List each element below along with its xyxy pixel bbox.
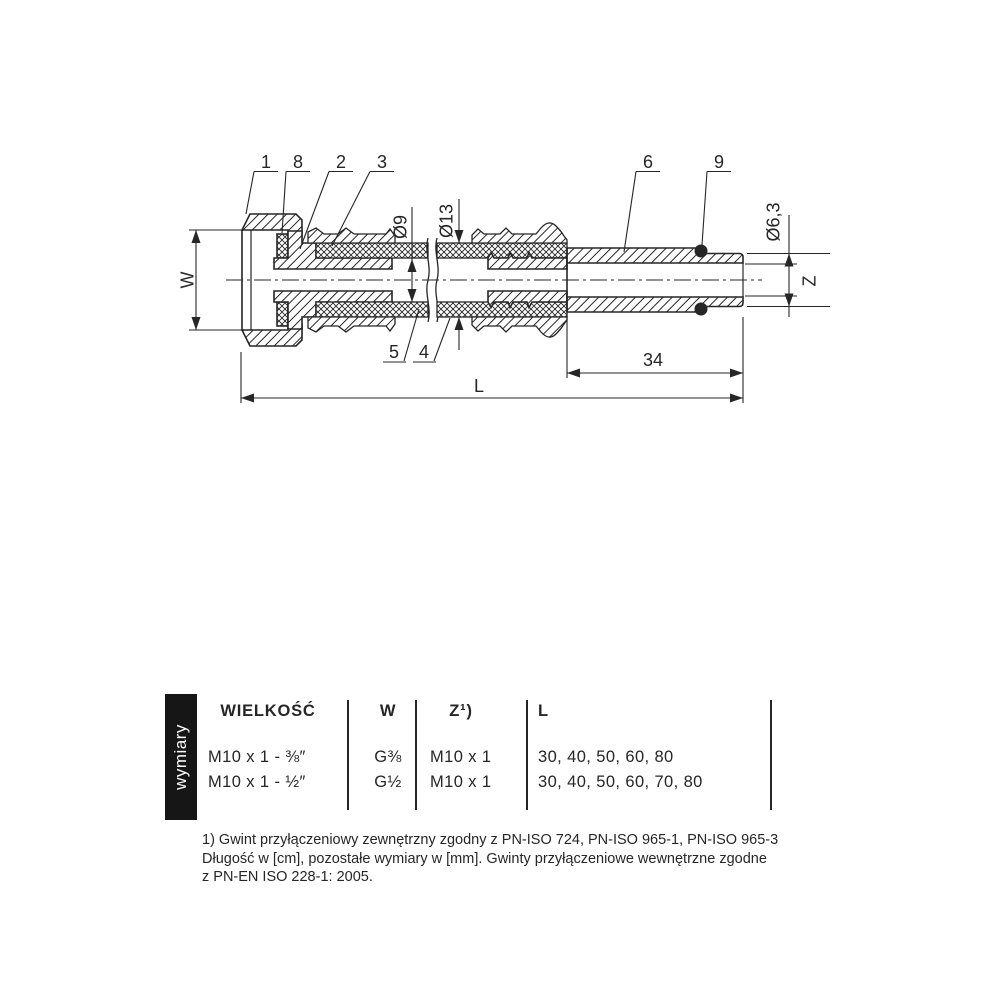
gasket-bottom xyxy=(277,302,288,326)
table-row1-size: M10 x 1 - ⅜″ xyxy=(208,748,306,766)
table-row1-w: G⅜ xyxy=(374,748,402,766)
callout-6: 6 xyxy=(642,152,654,172)
footnote-line-3: z PN-EN ISO 228-1: 2005. xyxy=(202,869,373,885)
table-row1-l: 30, 40, 50, 60, 80 xyxy=(538,748,674,766)
callout-4: 4 xyxy=(418,342,430,362)
dim-label-dia9: Ø9 xyxy=(390,214,411,240)
footnote-line-2: Długość w [cm], pozostałe wymiary w [mm]. Gwinty przyłączeniowe wewnętrzne zgodne xyxy=(202,850,767,867)
dim-label-W: W xyxy=(177,271,198,289)
callout-leader-6 xyxy=(624,172,660,253)
gasket-top xyxy=(277,234,288,258)
table-row1-z: M10 x 1 xyxy=(430,748,492,766)
table-header-l: L xyxy=(538,702,549,720)
oring-bottom-dot xyxy=(695,303,708,316)
dim-label-dia63: Ø6,3 xyxy=(763,202,784,242)
dim-label-L: L xyxy=(473,376,485,396)
dim-label-Z: Z xyxy=(799,275,820,287)
callout-leader-1 xyxy=(246,172,278,215)
dimension-dia63-z xyxy=(745,215,830,317)
callout-leader-9 xyxy=(702,172,731,246)
table-row2-l: 30, 40, 50, 60, 70, 80 xyxy=(538,773,703,791)
table-row2-z: M10 x 1 xyxy=(430,773,492,791)
callout-5: 5 xyxy=(388,342,400,362)
dim-label-34: 34 xyxy=(642,350,664,370)
table-header-z: Z¹) xyxy=(449,702,473,720)
table-row2-w: G½ xyxy=(374,773,402,791)
table-header-size: WIELKOŚĆ xyxy=(220,702,316,720)
oring-top-dot xyxy=(695,245,708,258)
table-side-label-text: wymiary xyxy=(171,724,190,790)
footnote-line-1: 1) Gwint przyłączeniowy zewnętrzny zgodny z PN-ISO 724, PN-ISO 965-1, PN-ISO 965-3 xyxy=(202,832,779,848)
table-row2-size: M10 x 1 - ½″ xyxy=(208,773,306,791)
callout-2: 2 xyxy=(335,152,347,172)
dim-label-dia13: Ø13 xyxy=(436,203,457,239)
callout-1: 1 xyxy=(260,152,272,172)
footnote xyxy=(202,831,802,887)
table-header-w: W xyxy=(379,702,397,720)
callout-3: 3 xyxy=(376,152,388,172)
callout-8: 8 xyxy=(292,152,304,172)
callout-9: 9 xyxy=(713,152,725,172)
